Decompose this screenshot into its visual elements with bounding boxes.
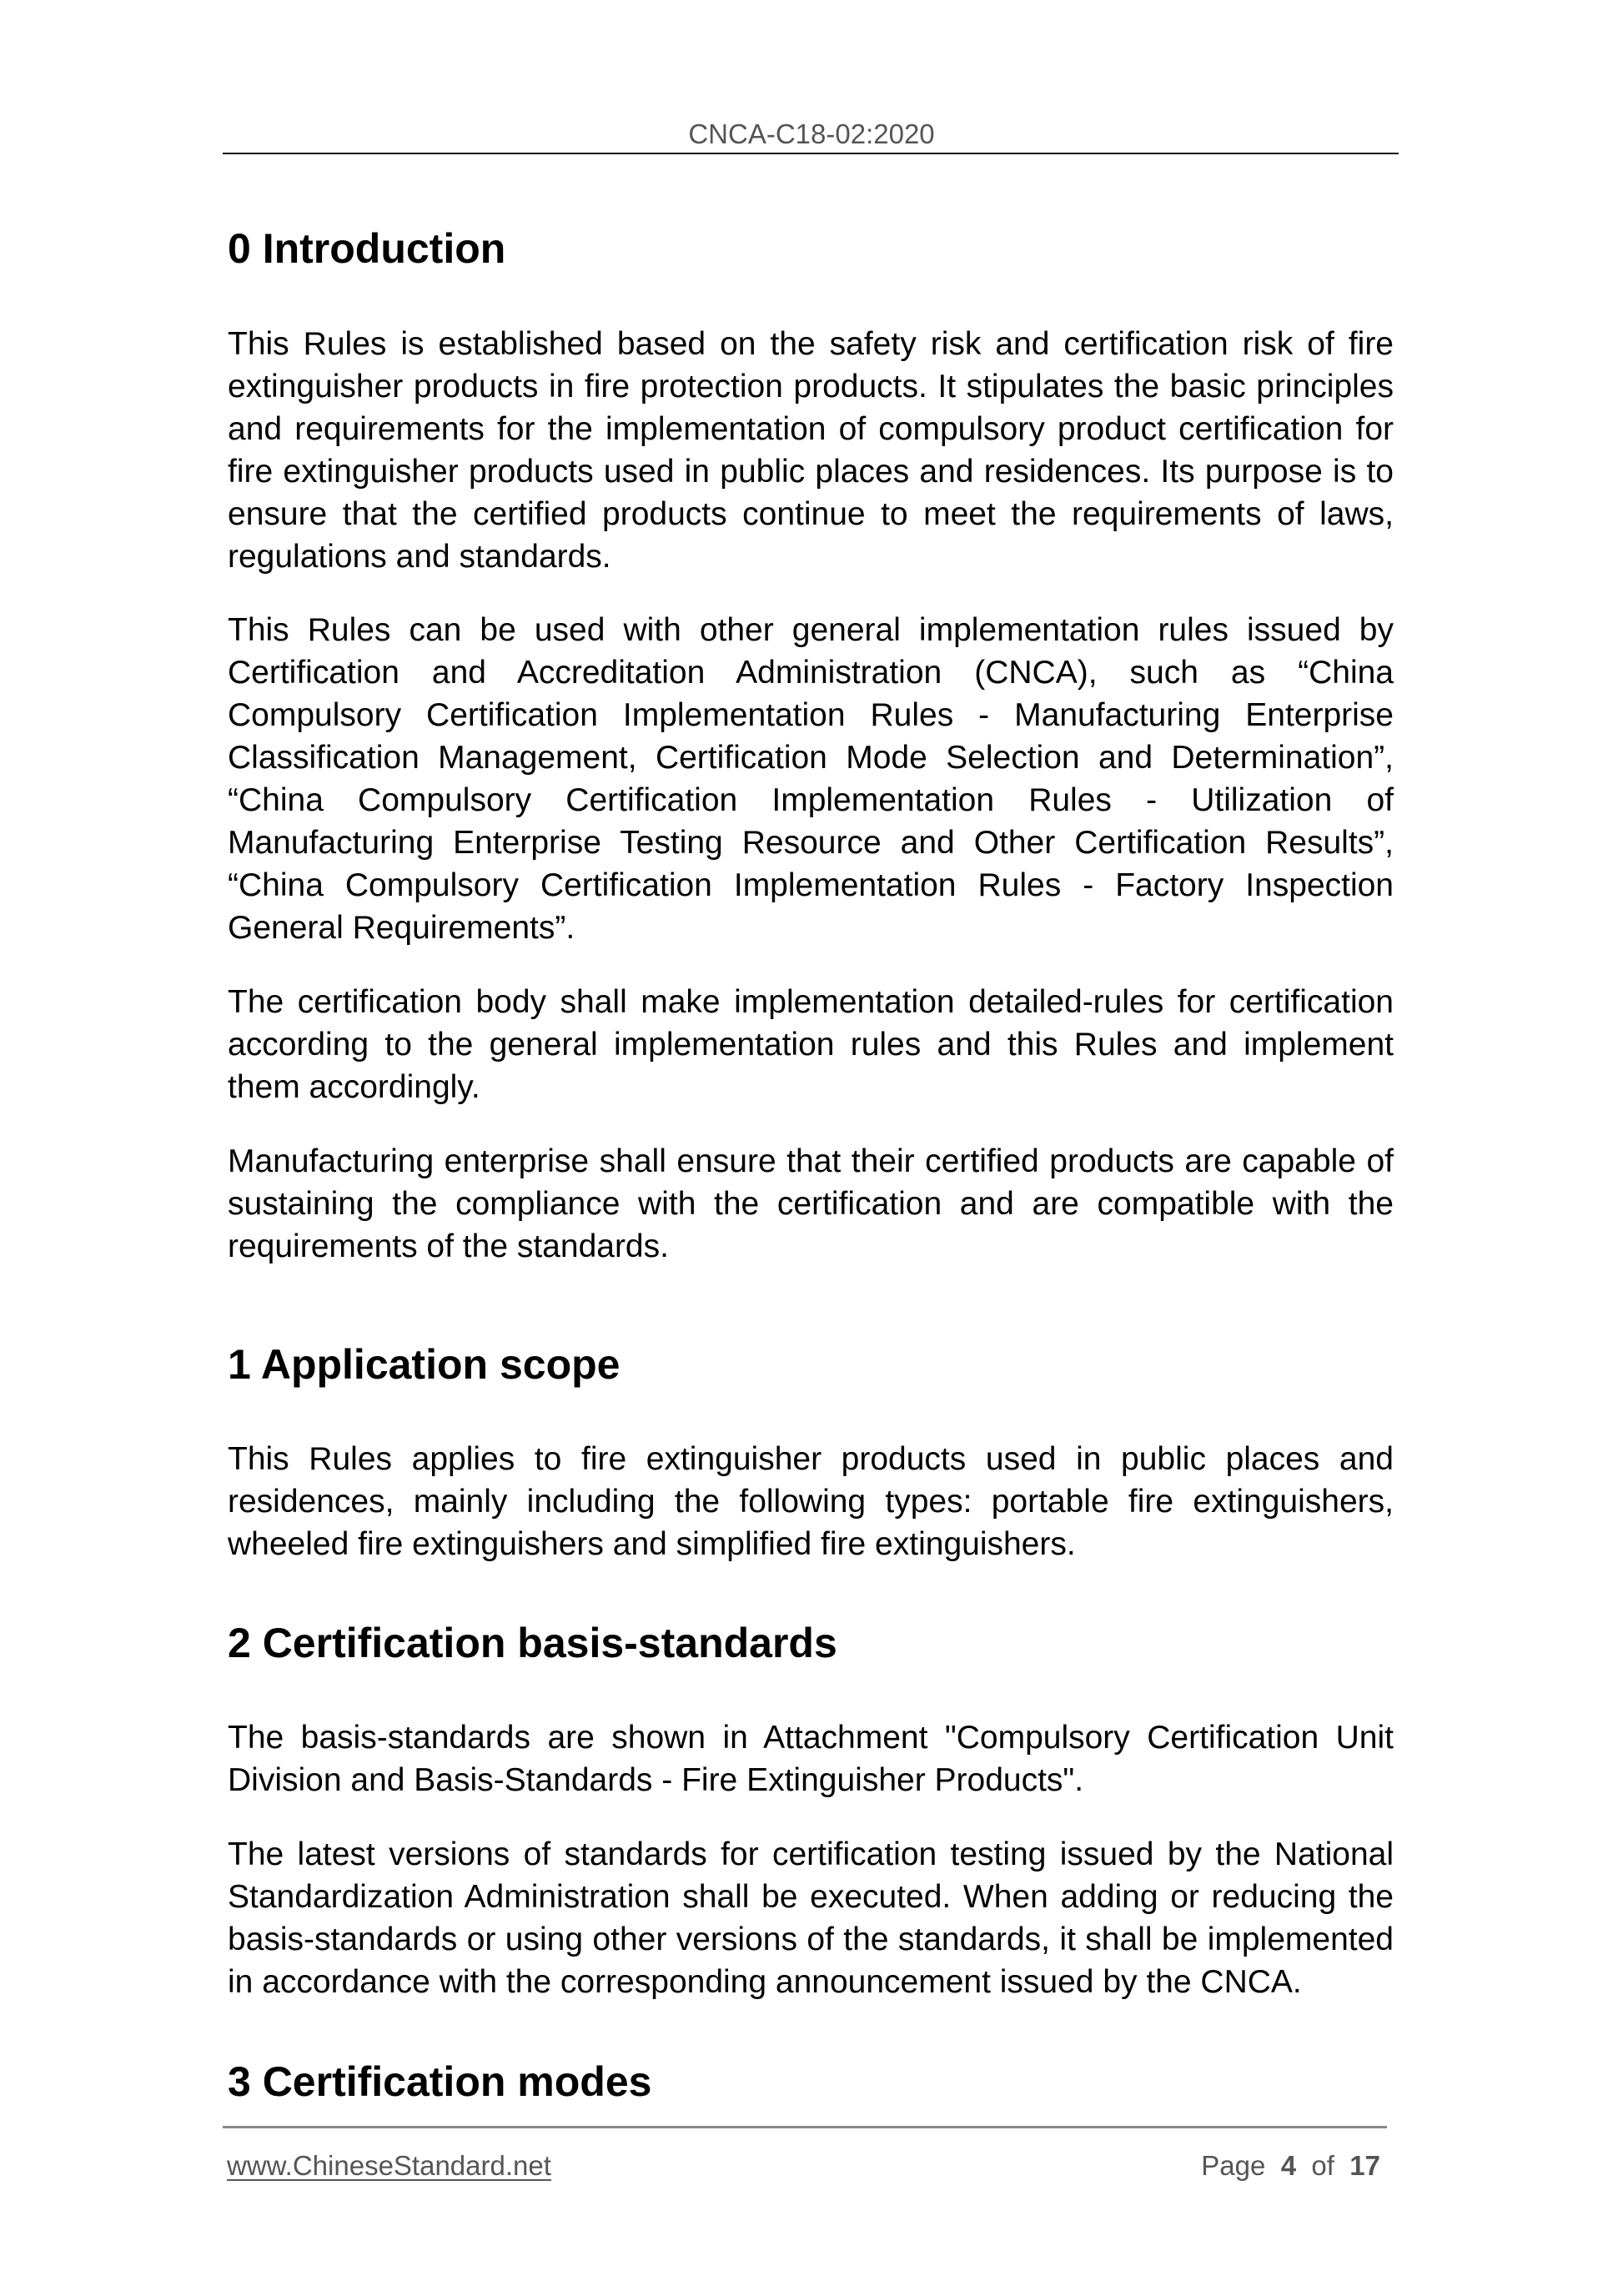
paragraph-standards-2: [228, 1833, 1394, 2003]
paragraph-intro-4: [228, 1140, 1394, 1268]
text-line: Classification Management, Certification Mode Selection and Determination”,: [228, 740, 1394, 776]
text-line: wheeled fire extinguishers and simplified fire extinguishers.: [228, 1526, 1076, 1562]
text-line: residences, mainly including the following types: portable fire extinguishers,: [228, 1484, 1394, 1520]
page-number: [1201, 2149, 1380, 2183]
paragraph-intro-3: [228, 981, 1394, 1108]
text-line: requirements of the standards.: [228, 1228, 669, 1264]
paragraph-intro-2: [228, 609, 1394, 949]
text-line: “China Compulsory Certification Implementation Rules - Factory Inspection: [228, 867, 1394, 903]
text-line: sustaining the compliance with the certification and are compatible with the: [228, 1186, 1394, 1222]
text-line: according to the general implementation rules and this Rules and implement: [228, 1027, 1394, 1063]
text-line: Manufacturing enterprise shall ensure that their certified products are capable of: [228, 1143, 1394, 1179]
page-of-label: of: [1311, 2150, 1334, 2181]
page-current: 4: [1280, 2150, 1297, 2181]
text-line: “China Compulsory Certification Implementation Rules - Utilization of: [228, 782, 1394, 818]
section-heading-certification-modes: 3 Certification modes: [228, 2058, 652, 2105]
header-divider: [223, 153, 1399, 154]
page-total: 17: [1349, 2150, 1380, 2181]
text-line: and requirements for the implementation of compulsory product certification for: [228, 411, 1394, 447]
text-line: extinguisher products in fire protection products. It stipulates the basic principles: [228, 369, 1394, 404]
document-code: CNCA-C18-02:2020: [688, 118, 935, 149]
text-line: The basis-standards are shown in Attachment "Compulsory Certification Unit: [228, 1720, 1394, 1756]
website-link[interactable]: www.ChineseStandard.net: [227, 2150, 551, 2181]
text-line: Manufacturing Enterprise Testing Resource and Other Certification Results”,: [228, 825, 1394, 861]
text-line: Compulsory Certification Implementation Rules - Manufacturing Enterprise: [228, 697, 1394, 733]
text-line: them accordingly.: [228, 1069, 480, 1105]
text-line: The certification body shall make implementation detailed-rules for certification: [228, 984, 1394, 1020]
text-line: ensure that the certified products continue to meet the requirements of laws,: [228, 496, 1394, 532]
section-heading-basis-standards: 2 Certification basis-standards: [228, 1620, 837, 1666]
text-line: basis-standards or using other versions of the standards, it shall be implemented: [228, 1922, 1394, 1957]
text-line: This Rules is established based on the safety risk and certification risk of fire: [228, 326, 1394, 362]
section-heading-application-scope: 1 Application scope: [228, 1341, 621, 1388]
text-line: General Requirements”.: [228, 910, 575, 946]
text-line: Division and Basis-Standards - Fire Extinguisher Products".: [228, 1762, 1084, 1798]
text-line: Standardization Administration shall be executed. When adding or reducing the: [228, 1879, 1394, 1915]
text-line: in accordance with the corresponding announcement issued by the CNCA.: [228, 1964, 1302, 2000]
text-line: This Rules can be used with other general implementation rules issued by: [228, 612, 1394, 648]
section-heading-introduction: 0 Introduction: [228, 225, 506, 272]
paragraph-intro-1: [228, 323, 1394, 578]
text-line: The latest versions of standards for certification testing issued by the National: [228, 1836, 1394, 1872]
paragraph-scope-1: [228, 1438, 1394, 1565]
text-line: regulations and standards.: [228, 539, 611, 575]
page-label: Page: [1201, 2150, 1266, 2181]
text-line: fire extinguisher products used in public places and residences. Its purpose is to: [228, 454, 1394, 490]
text-line: This Rules applies to fire extinguisher products used in public places and: [228, 1441, 1394, 1477]
footer-divider: [223, 2126, 1387, 2128]
text-line: Certification and Accreditation Administration (CNCA), such as “China: [228, 655, 1394, 691]
paragraph-standards-1: [228, 1716, 1394, 1801]
